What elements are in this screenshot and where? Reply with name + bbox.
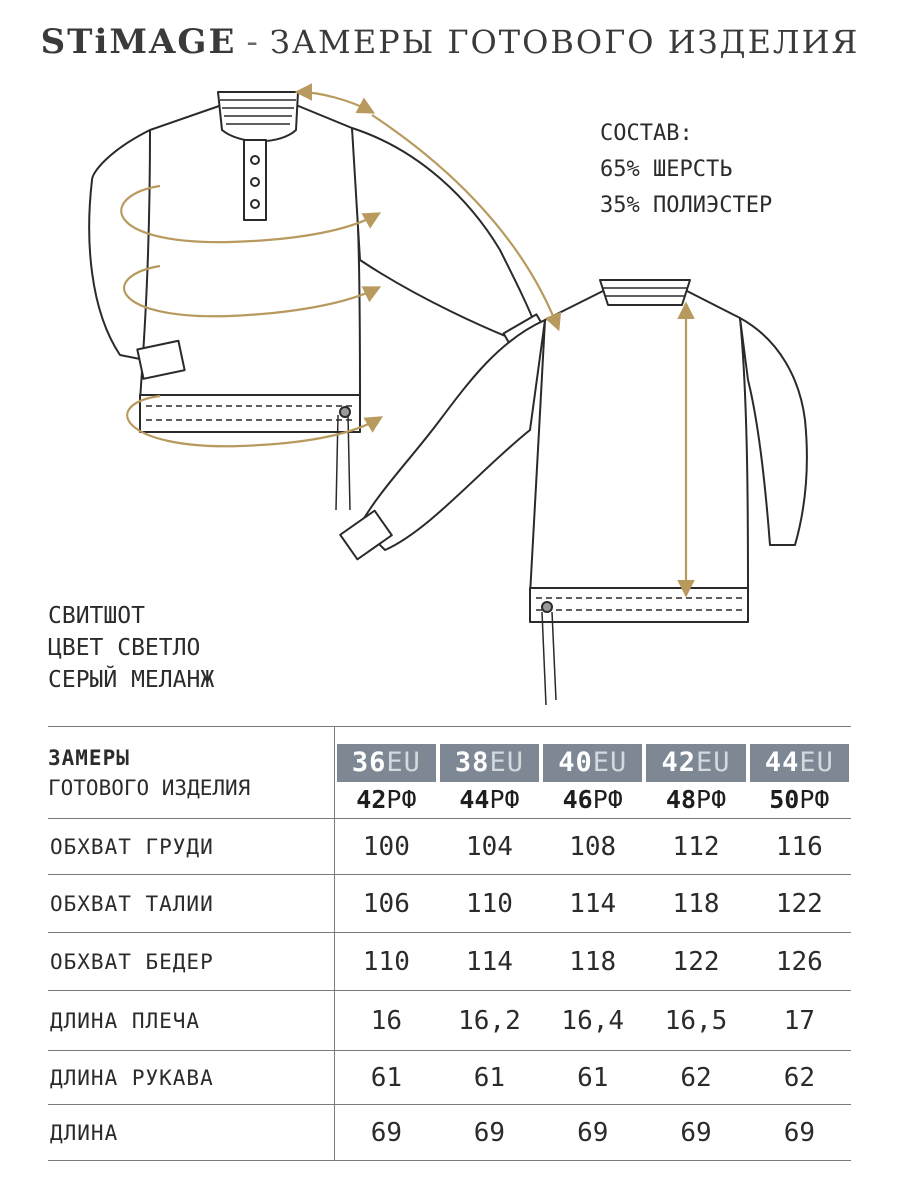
product-line: СЕРЫЙ МЕЛАНЖ (48, 667, 215, 693)
table-cell: 69 (335, 1105, 438, 1161)
table-cell: 16,5 (644, 991, 747, 1051)
front-hem (140, 395, 360, 432)
row-label: ДЛИНА РУКАВА (48, 1051, 335, 1105)
header-label-line2: ГОТОВОГО ИЗДЕЛИЯ (48, 775, 251, 800)
row-label: ДЛИНА (48, 1105, 335, 1161)
composition-line: 35% ПОЛИЭСТЕР (600, 193, 773, 218)
table-cell: 104 (438, 819, 541, 875)
table-cell: 69 (438, 1105, 541, 1161)
back-collar (600, 280, 690, 305)
size-col-header (644, 727, 747, 819)
eu-size-badge: 36EU (337, 744, 436, 782)
table-cell: 62 (644, 1051, 747, 1105)
row-label: ДЛИНА ПЛЕЧА (48, 991, 335, 1051)
front-right-sleeve (352, 128, 535, 340)
table-cell: 61 (438, 1051, 541, 1105)
table-row (48, 819, 851, 875)
table-row (48, 991, 851, 1051)
back-hem (530, 588, 748, 622)
rf-size-label: 50РФ (769, 784, 830, 814)
size-table (48, 726, 851, 1161)
title-separator: - (246, 22, 260, 62)
table-cell: 106 (335, 875, 438, 933)
table-cell: 16 (335, 991, 438, 1051)
table-cell: 122 (644, 933, 747, 991)
table-cell: 69 (541, 1105, 644, 1161)
table-cell: 62 (748, 1051, 851, 1105)
table-cell: 114 (541, 875, 644, 933)
size-table-header (48, 727, 851, 819)
size-col-header (335, 727, 438, 819)
composition-block (600, 116, 772, 224)
shoulder-measure (298, 92, 372, 112)
back-body (530, 290, 748, 595)
row-label: ОБХВАТ ТАЛИИ (48, 875, 335, 933)
product-line: СВИТШОТ (48, 603, 145, 629)
table-cell: 118 (541, 933, 644, 991)
eu-size-badge: 40EU (543, 744, 642, 782)
table-cell: 126 (748, 933, 851, 991)
table-cell: 17 (748, 991, 851, 1051)
rf-size-label: 44РФ (459, 784, 520, 814)
table-cell: 16,2 (438, 991, 541, 1051)
header-label-line1: ЗАМЕРЫ (48, 745, 130, 770)
table-row (48, 933, 851, 991)
eu-size-badge: 44EU (750, 744, 849, 782)
table-cell: 110 (335, 933, 438, 991)
table-cell: 69 (644, 1105, 747, 1161)
brand-logo: STiMAGE (40, 22, 237, 62)
row-label: ОБХВАТ БЕДЕР (48, 933, 335, 991)
size-col-header (748, 727, 851, 819)
eu-size-badge: 42EU (646, 744, 745, 782)
product-description (48, 600, 214, 696)
back-right-sleeve (740, 318, 807, 545)
table-cell: 61 (541, 1051, 644, 1105)
table-cell: 61 (335, 1051, 438, 1105)
table-cell: 114 (438, 933, 541, 991)
rf-size-label: 48РФ (665, 784, 727, 814)
table-cell: 100 (335, 819, 438, 875)
table-cell: 112 (644, 819, 747, 875)
table-row (48, 1051, 851, 1105)
composition-label: СОСТАВ: (600, 121, 693, 146)
table-cell: 69 (748, 1105, 851, 1161)
table-cell: 108 (541, 819, 644, 875)
table-cell: 110 (438, 875, 541, 933)
table-cell: 16,4 (541, 991, 644, 1051)
table-cell: 116 (748, 819, 851, 875)
header-label-cell (48, 727, 335, 819)
table-cell: 118 (644, 875, 747, 933)
product-line: ЦВЕТ СВЕТЛО (48, 635, 201, 661)
row-label: ОБХВАТ ГРУДИ (48, 819, 335, 875)
title-text: ЗАМЕРЫ ГОТОВОГО ИЗДЕЛИЯ (269, 23, 860, 61)
table-cell: 122 (748, 875, 851, 933)
table-row (48, 875, 851, 933)
eu-size-badge: 38EU (440, 744, 539, 782)
back-left-sleeve (360, 320, 545, 550)
size-col-header (541, 727, 644, 819)
composition-line: 65% ШЕРСТЬ (600, 157, 733, 182)
rf-size-label: 46РФ (562, 784, 623, 814)
table-row (48, 1105, 851, 1161)
back-view (340, 280, 807, 622)
rf-size-label: 42РФ (356, 784, 417, 814)
size-col-header (438, 727, 541, 819)
